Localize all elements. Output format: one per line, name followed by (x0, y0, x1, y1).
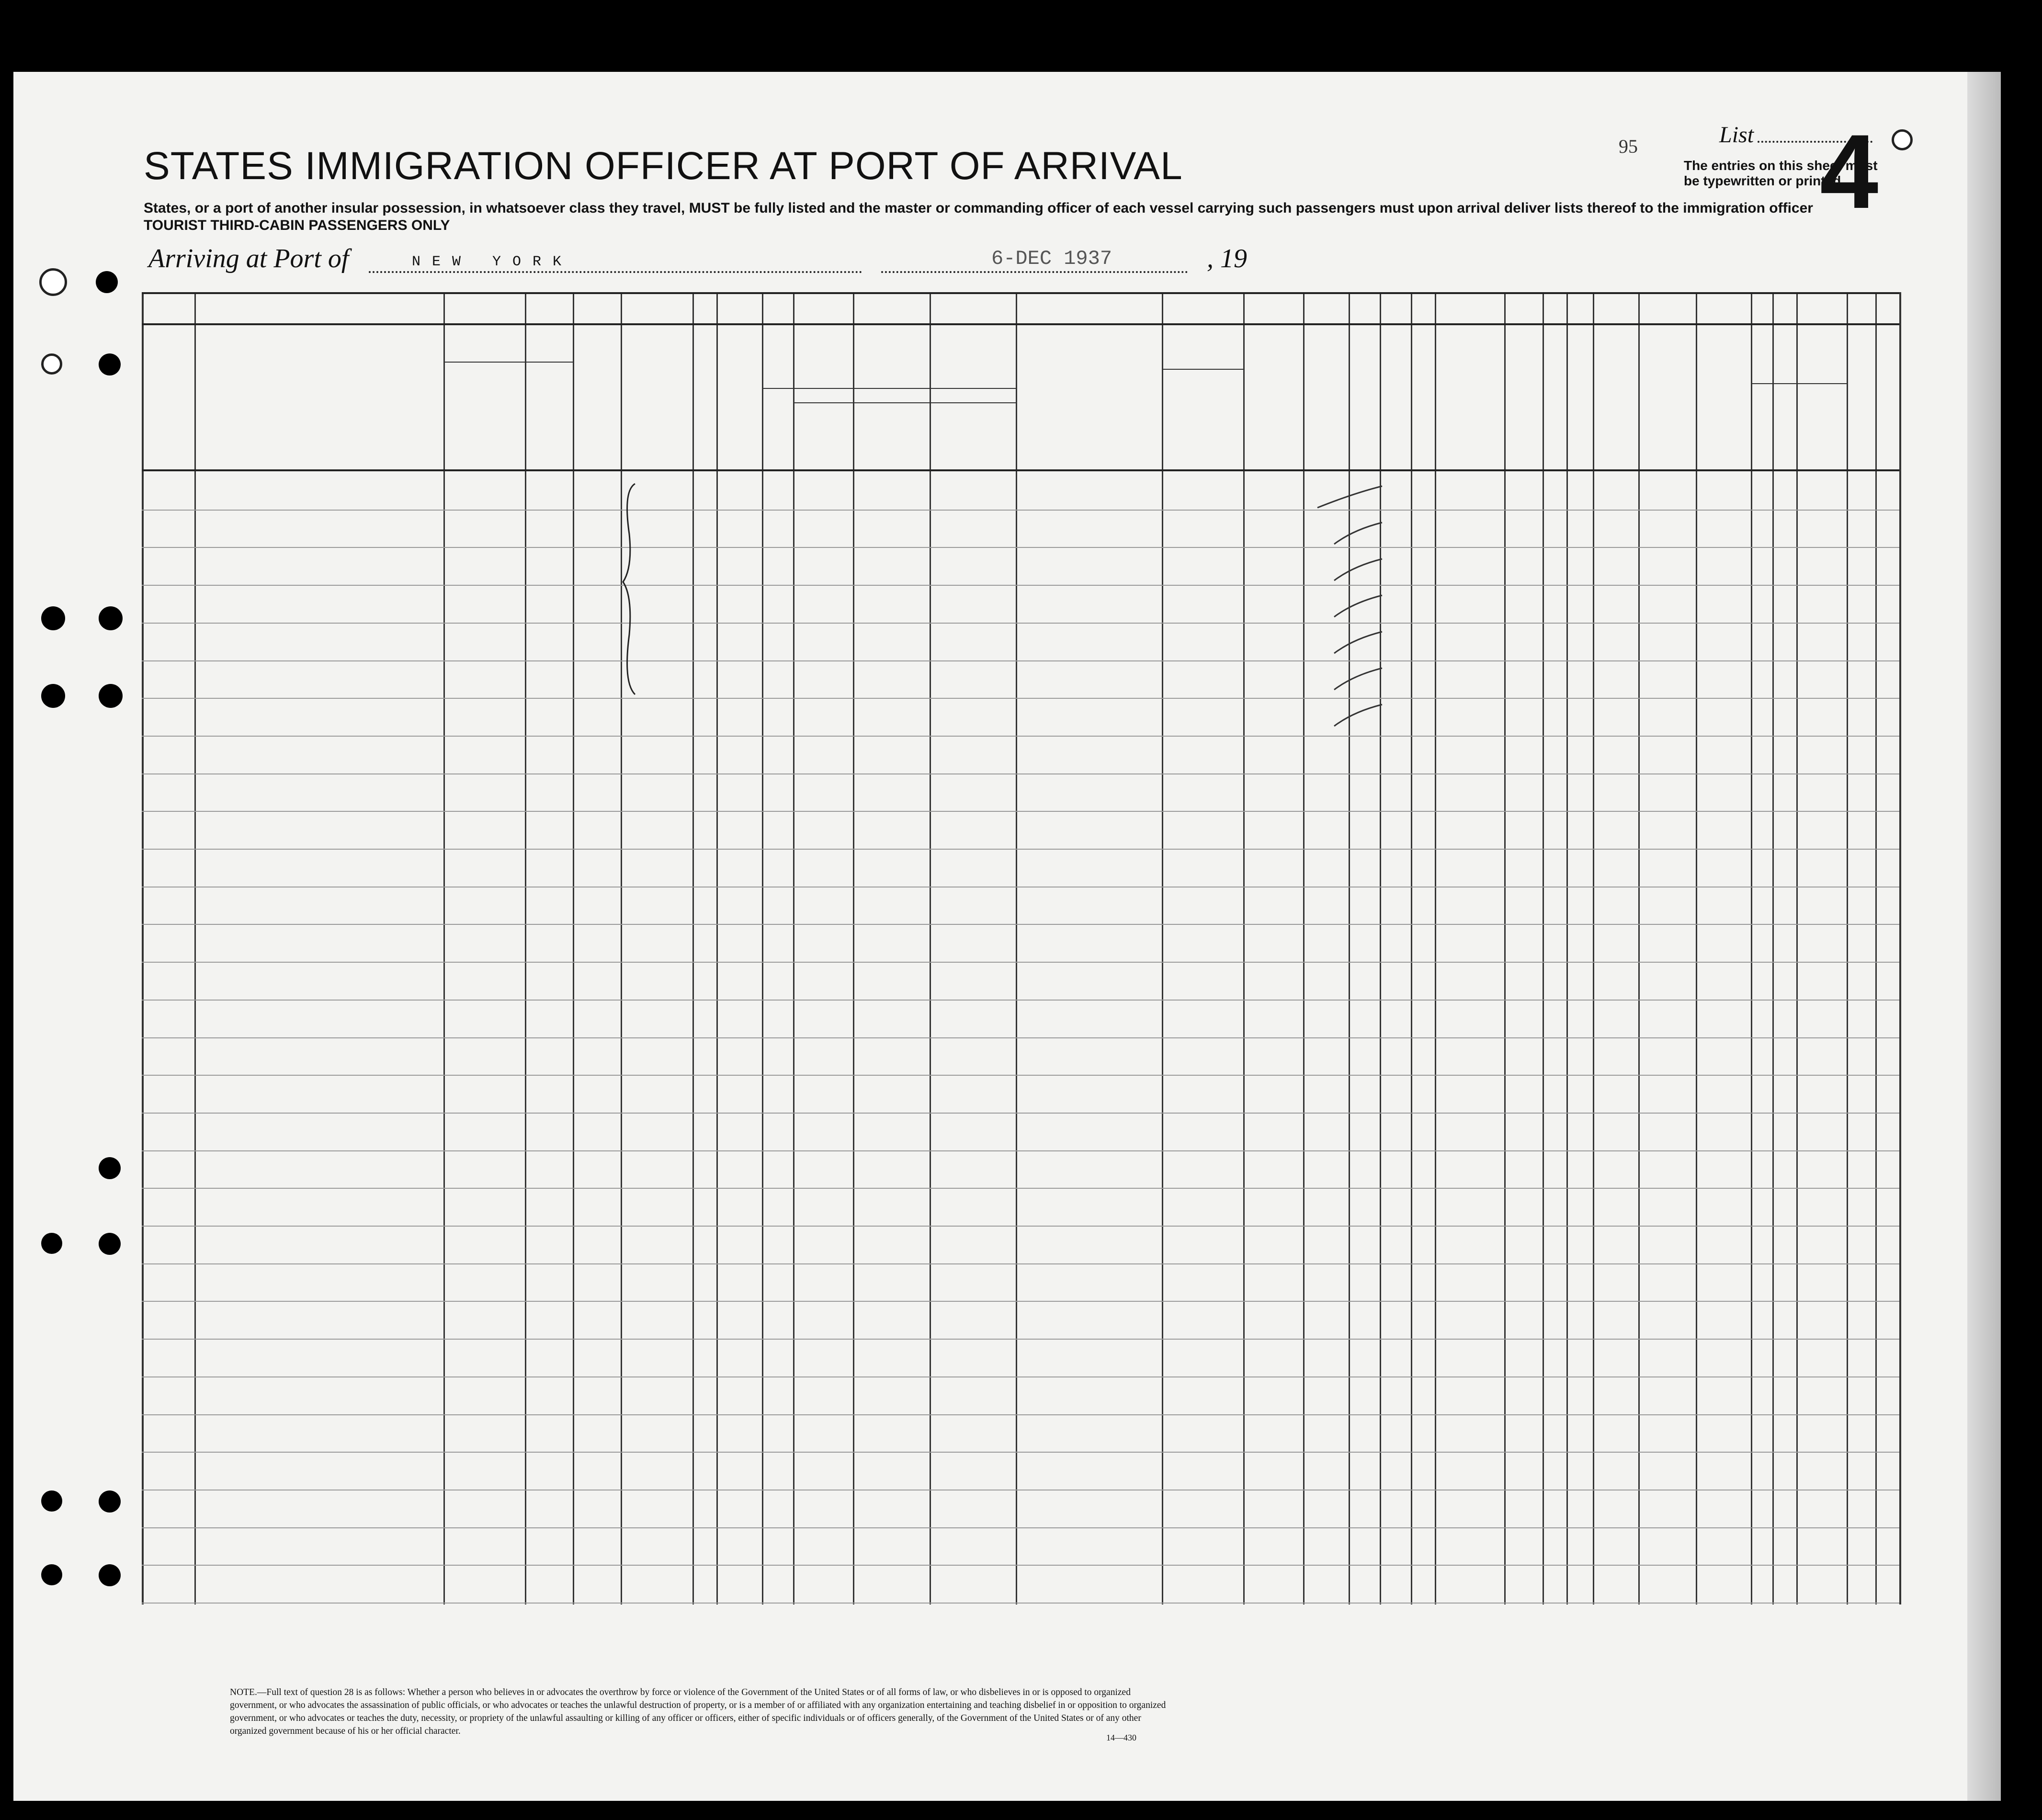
column-rule (692, 292, 694, 1604)
column-rule (1751, 292, 1752, 1604)
row-rule (142, 1376, 1899, 1377)
column-rule (1899, 292, 1901, 1604)
column-rule (930, 292, 931, 1604)
header-bottom-rule (142, 469, 1899, 471)
header-sub-rule (443, 362, 573, 363)
handwritten-tick-marks (1310, 481, 1406, 730)
port-value: NEW YORK (412, 254, 573, 270)
binder-hole (41, 1564, 62, 1585)
binder-hole (99, 684, 123, 708)
row-rule (142, 623, 1899, 624)
row-rule (142, 698, 1899, 699)
column-rule (1016, 292, 1017, 1604)
row-rule (142, 1565, 1899, 1566)
binder-hole (41, 1233, 62, 1254)
column-rule (1796, 292, 1798, 1604)
list-label: List (1719, 122, 1754, 148)
column-rule (1875, 292, 1877, 1604)
column-rule (793, 292, 794, 1604)
header-sub-rule (1162, 369, 1243, 370)
row-rule (142, 1075, 1899, 1076)
row-rule (142, 1263, 1899, 1264)
row-rule (142, 1452, 1899, 1453)
row-rule (142, 510, 1899, 511)
column-rule (1303, 292, 1305, 1604)
column-rule (194, 292, 196, 1604)
row-rule (142, 1301, 1899, 1302)
year-prefix: , 19 (1207, 244, 1247, 273)
table-top-rule (142, 292, 1899, 294)
binder-hole (41, 1490, 62, 1512)
header-sub-rule (793, 402, 1016, 403)
row-rule (142, 1339, 1899, 1340)
binder-hole (99, 353, 121, 375)
row-rule (142, 1603, 1899, 1604)
binder-hole (41, 684, 65, 708)
row-rule (142, 1150, 1899, 1151)
binder-hole (99, 1564, 121, 1586)
date-stamp: 6-DEC 1937 (991, 247, 1112, 270)
row-rule (142, 962, 1899, 963)
column-rule (1543, 292, 1544, 1604)
row-rule (142, 1037, 1899, 1038)
row-rule (142, 736, 1899, 737)
page-mark: 95 (1619, 136, 1638, 157)
row-rule (142, 1113, 1899, 1114)
date-dotted-line (881, 271, 1188, 273)
arriving-label: Arriving at Port of (148, 244, 349, 273)
row-rule (142, 660, 1899, 661)
column-rule (762, 292, 763, 1604)
binder-hole (99, 1233, 121, 1255)
footnote-q28: NOTE.—Full text of question 28 is as follows: Whether a person who believes in or advocates the overthrow by force or violence of the Government of the United States or of all forms of law, or who disbelieves in or is opposed to organized government, or who advocates the assassination of public officials, or who advocates or teaches the unlawful destruction of property, or is a member of or affiliated with any organization entertaining and teaching disbelief in or opposition to organized government, or who advocates or teaches the duty, necessity, or propriety of the unlawful assaulting or killing of any officer or officers, either of specific individuals or of officers generally, of the Government of the United States or of any other organized government because of his or her official character. (230, 1687, 1166, 1736)
bracket-mark (621, 481, 640, 697)
typewritten-note: be typewritten or printed (1684, 173, 1841, 188)
binder-hole (1892, 129, 1913, 150)
form-subtitle: States, or a port of another insular possession, in whatsoever class they travel, MUST be fully listed and the master or commanding officer of each vessel carrying such passengers must upon arrival deliver lists thereof to the immigration officer (144, 200, 1813, 216)
row-rule (142, 1226, 1899, 1227)
binder-hole (41, 353, 62, 375)
list-number: 4 (1820, 113, 1879, 230)
column-rule (1435, 292, 1436, 1604)
row-rule (142, 924, 1899, 925)
column-number-rule (142, 323, 1899, 325)
form-title: STATES IMMIGRATION OFFICER AT PORT OF ARRIVAL (144, 144, 1183, 188)
row-rule (142, 1000, 1899, 1001)
row-rule (142, 547, 1899, 548)
binder-hole (96, 271, 118, 293)
row-rule (142, 811, 1899, 812)
binder-hole (41, 606, 65, 630)
row-rule (142, 585, 1899, 586)
port-dotted-line (369, 271, 862, 273)
page-edge (1967, 72, 2001, 1801)
header-sub-rule (1751, 383, 1847, 384)
column-rule (1638, 292, 1640, 1604)
row-rule (142, 1414, 1899, 1415)
row-rule (142, 1527, 1899, 1528)
column-rule (573, 292, 574, 1604)
row-rule (142, 849, 1899, 850)
manifest-table (142, 292, 1899, 1604)
column-rule (853, 292, 854, 1604)
column-rule (1411, 292, 1412, 1604)
column-rule (1243, 292, 1245, 1604)
column-rule (142, 292, 144, 1604)
column-rule (716, 292, 718, 1604)
binder-hole (39, 268, 67, 296)
column-rule (1504, 292, 1506, 1604)
row-rule (142, 1188, 1899, 1189)
column-rule (525, 292, 526, 1604)
column-rule (1847, 292, 1848, 1604)
header-sub-rule (762, 388, 1016, 389)
column-rule (1162, 292, 1163, 1604)
typewritten-note: The entries on this sheet must (1684, 158, 1878, 173)
column-rule (1593, 292, 1594, 1604)
column-rule (1696, 292, 1697, 1604)
class-line: TOURIST THIRD-CABIN PASSENGERS ONLY (144, 217, 450, 233)
binder-hole (99, 606, 123, 630)
column-rule (443, 292, 445, 1604)
binder-hole (99, 1490, 121, 1513)
column-rule (1772, 292, 1774, 1604)
form-code: 14—430 (1106, 1733, 1136, 1742)
binder-hole (99, 1157, 121, 1179)
column-rule (1566, 292, 1568, 1604)
